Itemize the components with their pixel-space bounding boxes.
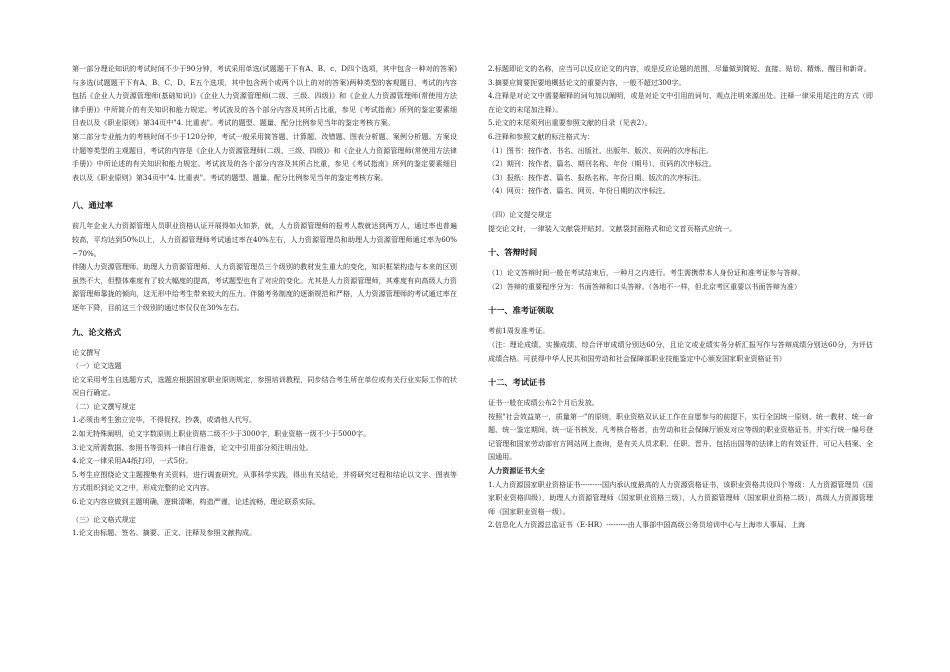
paragraph-certificate-principle: 按照"社会效益第一，质量第一"的原则，职业资格双认证工作在自愿参与的前提下，实行全国统一原则、统一教材、统一命题、统一鉴定期间，统一证书核发，凡考核合格者，由劳动和社会保障厅颁发对应等级的职业资格证书，并实行统一编号登记管理和国家劳动部官方网站网上查询，是有关人员求职、任职、晋升、包括出国等的法律上的有效证件，可记入档案、全国通用。	[488, 411, 873, 462]
list-item: （1）图书：按作者、书名、出版社、出版年、版次、页码的次序标注。	[488, 145, 713, 155]
list-item: 1.论文由标题、签名、摘要、正文、注释及参照文献构成。	[72, 528, 257, 538]
list-item: 4.论文一律采用A4纸打印，一式5份。	[72, 456, 193, 466]
list-item: 3.摘要应简要扼要地概括论文的重要内容，一般不超过300字。	[488, 77, 686, 87]
right-column	[488, 62, 873, 532]
paragraph-ticket-note: （注：理论成绩、实操成绩、综合评审成绩分别达60分，且论文或业绩实务分析汇报写作与答辩成绩分别达60分，为评估成绩合格。可获得中华人民共和国劳动和社会保障部职业技能鉴定中心颁发国家职业资格证书）	[488, 339, 873, 363]
heading-admission-ticket: 十一、准考证领取	[488, 305, 554, 316]
list-item: 1.人力资源国家职业资格证书---------国内承认度最高的人力资源资格证书，该职业资格共设四个等级：人力资源管理员（国家职业资格四级），助理人力资源管理师（国家职业资格三级），人力资源管理师（国家职业资格二级），高级人力资源管理师（国家职业资格一级）。	[488, 479, 873, 516]
paragraph-ticket: 考前1周发准考证。	[488, 326, 550, 336]
left-column	[72, 62, 457, 540]
label-thesis-writing: 论文撰写	[72, 347, 101, 357]
list-item: 4.注释是对论文中需要解释的词句加以阐明，或是对论文中引用的词句、观点注明来源出处。注释一律采用尾注的方式（即在论文的末尾加注释）。	[488, 91, 873, 114]
list-item: （3）报纸：按作者、篇名、报纸名称、年份日期、版次的次序标注。	[488, 172, 706, 182]
paragraph-theory-exam: 第一部分理论知识的考试时间不少于90分钟，考试采用单选(试题题干下有A、B、c、D四个选项，其中包含一种对的答案)与多选(试题题干下有A、B、C、D、E五个选项，其中包含两个或两个以上的对的答案)两种类型的客观题目，考试的内容包括《企业人力资源管理师(基础知识)》《企业人力资源管理师(二级、三级、四级)》和《企业人力资源管理师(常使用方法律手册)》中所简介的有关知识和能力规定。考试波及的各个部分内容及其所占比重，参见《考试指南》所列的鉴定要素细目表以及《职业原则》第34页中"4. 比重表"。考试的题型、题量、配分比例参见当年的鉴定考核方案。	[72, 64, 457, 128]
heading-pass-rate: 八、通过率	[72, 200, 113, 211]
subheading-format-rules: （三）论文格式规定	[72, 514, 136, 524]
subheading-writing-rules: （二）论文撰写规定	[72, 401, 136, 411]
paragraph-pass-rate-2: 伴随人力资源管理师、助理人力资源管理师、人力资源管理员三个级别的教材发生重大的变化，知识框架构造与本来的区别虽然不大，但整体难度有了较大幅度的提高，考试题型也有了对应的变化。尤其是人力资源管理师，其难度有向高级人力资源管理师靠拢的倾向，这无形中给考生带来较大的压力。伴随考务制度的逐渐规范和严格，人力资源管理师的考试通过率在逐年下降，目前这三个级别的通过率仅仅在30%左右。	[72, 262, 457, 312]
list-item: 2.标题即论文的名称，应当可以反应论文的内容，或是反应论题的范围，尽量做到简短、直接、贴切、精炼、醒目和新奇。	[488, 64, 871, 73]
paragraph-skill-exam: 第二部分专业能力的考核时间不少于120分钟，考试一般采用简答题、计算题、改错题、图表分析题、案例分析题、方案设计题等类型的主观题目，考试的内容是《企业人力资源管理师(二级、三级、四级)》和《企业人力资源管理师(常使用方法律手册)》中所论述的有关知识和能力规定。考试波及的各个部分内容及其所占比重，参见《考试指南》所列的鉴定要素细目表以及《职业原则》第34页中"4. 比重表"。考试的题型、题量、配分比例参见当年的鉴定考核方案。	[72, 131, 457, 182]
heading-defense-time: 十、答辩时间	[488, 247, 538, 258]
paragraph-certificate-timing: 证书一般在成绩公布2个月后发放。	[488, 398, 599, 408]
heading-thesis-format: 九、论文格式	[72, 326, 122, 337]
paragraph-submission: 提交论文时，一律装入文献袋并贴封。文献袋封面格式和论文首页格式应统一。	[488, 223, 737, 233]
paragraph-topic: 论文采用考生自选题方式，选题应根据国家职业原则规定，参照培训教程，同步结合考生所在单位或有关行业实际工作的状况自行确定。	[72, 374, 457, 398]
list-item: （2）答辩的重要程序分为：书面答辩和口头答辩。（各地不一样，但北京考区重要以书面答辩为准）	[488, 281, 802, 291]
subheading-certificate-list: 人力资源证书大全	[488, 466, 545, 476]
list-item: 5.论文的末尾须列出重要参照文献的目录（见表2）。	[488, 118, 652, 128]
list-item: 3.论文所需数据、参照书等资料一律自行准备，论文中引用部分须注明出处。	[72, 442, 313, 452]
list-item: 6.注释和参照文献的标注格式为：	[488, 131, 595, 141]
paragraph-pass-rate-1: 前几年企业人力资源管理人员职业资格认证开展得如火如荼，就，人力资源管理师的报考人数就达到两万人，通过率也普遍较高，平均达到50%以上，人力资源管理师考试通过率在40%左右，人力资源管理员和助理人力资源管理师通过率为60%~70%。	[72, 221, 457, 258]
list-item: （2）期刊：按作者、篇名、期刊名称、年份（期号）、页码的次序标注。	[488, 159, 716, 169]
list-item: 5.考生应围绕论文主题搜集有关资料，进行调查研究，从事科学实践，得出有关结论，并将研究过程和结论以文字、图表等方式组织到论文之中，形成完整的论文内容。	[72, 469, 457, 493]
list-item: （4）网页：按作者、篇名、网页、年份日期的次序标注。	[488, 186, 670, 196]
subheading-submission: （四）论文提交规定	[488, 209, 552, 219]
list-item: 2.信息化人力资源总监证书（E-HR）---------由人事部中国高级公务员培训中心与上海市人事局、上海	[488, 520, 806, 530]
list-item: 6.论文内容应做到主题明确，逻辑清晰，构造严谨，论述流畅，理论联系实际。	[72, 497, 320, 507]
list-item: 1.必须由考生独立完毕，不得促权、抄袭，或请他人代写。	[72, 415, 257, 425]
list-item: （1）论文答辩时间一般在考试结束后，一种月之内进行。考生需携带本人身份证和准考证参与答辩。	[488, 268, 805, 278]
heading-certificate: 十二、考试证书	[488, 377, 546, 388]
subheading-topic: （一）论文选题	[72, 361, 122, 371]
list-item: 2.如无特殊阐明，论文字数原则上职业资格二级不少于3000字，职业资格一级不少于5000字。	[72, 429, 371, 439]
